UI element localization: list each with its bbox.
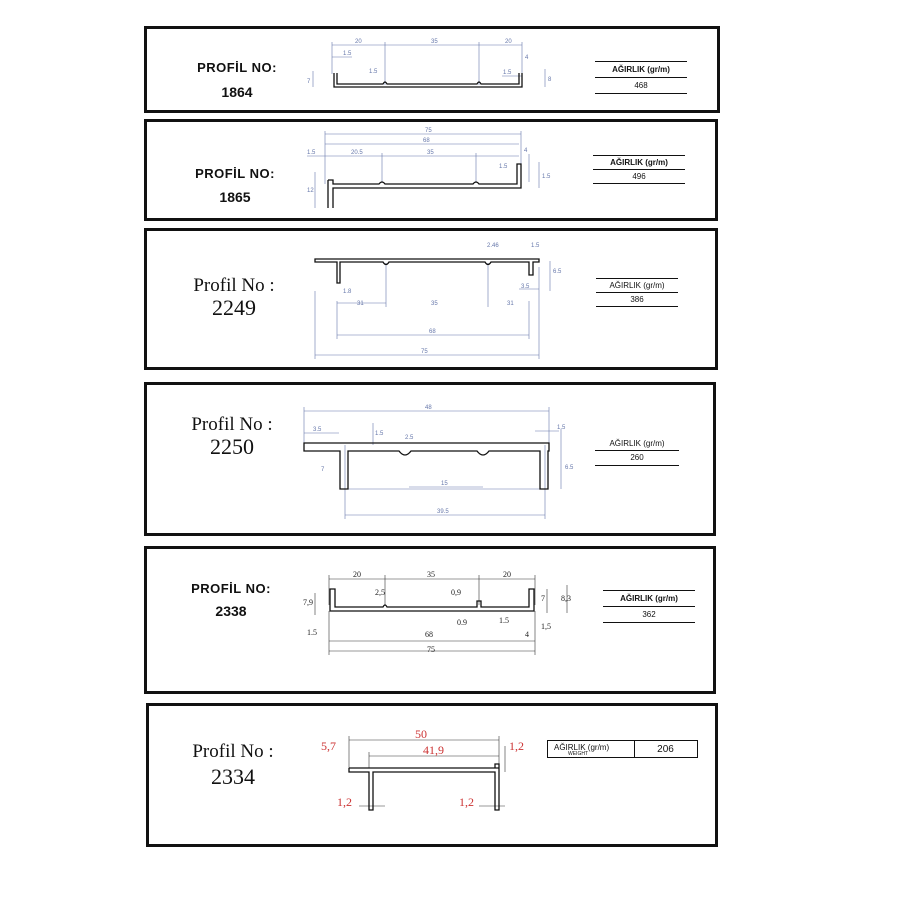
- dim-label: 35: [427, 150, 434, 156]
- dim-label: 1.5: [369, 69, 378, 75]
- dim-label: 8: [548, 77, 552, 83]
- dim-label: 2.5: [405, 435, 414, 441]
- weight-header: AĞIRLIK (gr/m): [610, 158, 668, 167]
- dim-label: 0,9: [451, 588, 461, 597]
- weight-table-1865: [593, 155, 685, 183]
- profile-number: 2250: [210, 434, 254, 459]
- profile-title: Profil No :: [193, 275, 275, 296]
- dim-label: 1.5: [531, 243, 540, 249]
- profile-card-1864: [144, 26, 720, 113]
- dim-label: 68: [423, 138, 430, 144]
- profile-drawing-2338: [147, 549, 719, 697]
- profile-title: Profil No :: [191, 414, 273, 435]
- dim-label: 3.5: [521, 284, 530, 290]
- profile-title: PROFİL NO:: [197, 60, 277, 75]
- dim-label: 4: [525, 630, 529, 639]
- dim-label: 31: [507, 301, 514, 307]
- profile-title: PROFİL NO:: [191, 581, 271, 596]
- profile-card-2338: [144, 546, 716, 694]
- profile-card-2334: [146, 703, 718, 847]
- profile-outline: [315, 259, 539, 283]
- dim-label: 4: [525, 55, 529, 61]
- dim-label: 48: [425, 405, 432, 411]
- dim-label: 1,5: [541, 622, 551, 631]
- weight-value: 386: [630, 295, 644, 304]
- dim-label: 3.5: [313, 427, 322, 433]
- dim-label: 6.5: [553, 269, 562, 275]
- weight-header: AĞIRLIK (gr/m): [620, 594, 678, 603]
- dim-label: 68: [429, 329, 436, 335]
- dim-label: 1.5: [503, 70, 512, 76]
- profile-drawing-2334: [149, 706, 721, 850]
- dim-label: 2.46: [487, 243, 499, 249]
- profile-outline: [330, 589, 534, 611]
- weight-value: 362: [642, 610, 656, 619]
- weight-table-2249: [596, 278, 678, 306]
- dim-label: 1,2: [337, 795, 352, 809]
- weight-table-2334: [547, 740, 698, 758]
- dim-label: 20: [355, 39, 362, 45]
- dim-label: 39.5: [437, 509, 449, 515]
- dim-label: 7: [321, 467, 325, 473]
- dim-label: 1.8: [343, 289, 352, 295]
- dim-label: 41,9: [423, 743, 444, 757]
- dim-label: 2,5: [375, 588, 385, 597]
- profile-card-2250: [144, 382, 716, 536]
- dimension-lines: [315, 261, 550, 359]
- dim-label: 1.5: [499, 164, 508, 170]
- dim-label: 1.5: [557, 425, 566, 431]
- dim-label: 35: [427, 570, 435, 579]
- dim-label: 0.9: [457, 618, 467, 627]
- dim-label: 35: [431, 39, 438, 45]
- dim-label: 6.5: [565, 465, 574, 471]
- dim-label: 75: [421, 349, 428, 355]
- weight-value: 468: [634, 81, 648, 90]
- dim-label: 1.5: [542, 174, 551, 180]
- dim-label: 7: [541, 594, 545, 603]
- weight-sub: WEIGHT: [568, 751, 588, 757]
- dim-label: 20: [353, 570, 361, 579]
- dim-label: 1,2: [459, 795, 474, 809]
- weight-table-1864: [595, 61, 687, 93]
- profile-card-2249: [144, 228, 718, 370]
- weight-value: 206: [657, 744, 674, 755]
- weight-header: AĞIRLIK (gr/m): [554, 743, 610, 752]
- weight-table-2338: [603, 590, 695, 622]
- dim-label: 31: [357, 301, 364, 307]
- dim-label: 4: [524, 148, 528, 154]
- profile-card-1865: [144, 119, 718, 221]
- profile-title: Profil No :: [192, 741, 274, 762]
- dim-label: 75: [425, 128, 432, 134]
- weight-header: AĞIRLIK (gr/m): [609, 439, 665, 448]
- profile-outline: [328, 164, 521, 208]
- profile-title: PROFİL NO:: [195, 166, 275, 181]
- dim-label: 7,9: [303, 598, 313, 607]
- dim-label: 1,2: [509, 739, 524, 753]
- dim-label: 20: [505, 39, 512, 45]
- profile-number: 2334: [211, 764, 255, 789]
- dim-label: 68: [425, 630, 433, 639]
- profile-outline: [334, 73, 522, 87]
- weight-header: AĞIRLIK (gr/m): [609, 281, 665, 290]
- dim-label: 50: [415, 727, 427, 741]
- dim-label: 12: [307, 188, 314, 194]
- dim-label: 35: [431, 301, 438, 307]
- weight-header: AĞIRLIK (gr/m): [612, 65, 670, 74]
- profile-outline: [304, 443, 549, 489]
- dim-label: 15: [441, 481, 448, 487]
- dimension-lines: [313, 42, 545, 87]
- dim-label: 5,7: [321, 739, 336, 753]
- dim-label: 75: [427, 645, 435, 654]
- dim-label: 20.5: [351, 150, 363, 156]
- weight-value: 260: [630, 453, 644, 462]
- dim-label: 1.5: [343, 51, 352, 57]
- dim-label: 1.5: [375, 431, 384, 437]
- profile-outline: [349, 764, 499, 810]
- dimension-lines: [304, 407, 561, 519]
- profile-number: 1865: [219, 189, 251, 205]
- dim-label: 1.5: [307, 628, 317, 637]
- profile-number: 1864: [221, 84, 253, 100]
- dim-label: 8,3: [561, 594, 571, 603]
- weight-table-2250: [595, 441, 679, 461]
- profile-drawing-2250: [147, 385, 719, 539]
- weight-value: 496: [632, 172, 646, 181]
- profile-number: 2338: [215, 603, 247, 619]
- dim-label: 1.5: [307, 150, 316, 156]
- profile-number: 2249: [212, 295, 256, 320]
- dim-label: 7: [307, 79, 311, 85]
- dim-label: 1.5: [499, 616, 509, 625]
- dim-label: 20: [503, 570, 511, 579]
- dimension-lines: [315, 575, 567, 655]
